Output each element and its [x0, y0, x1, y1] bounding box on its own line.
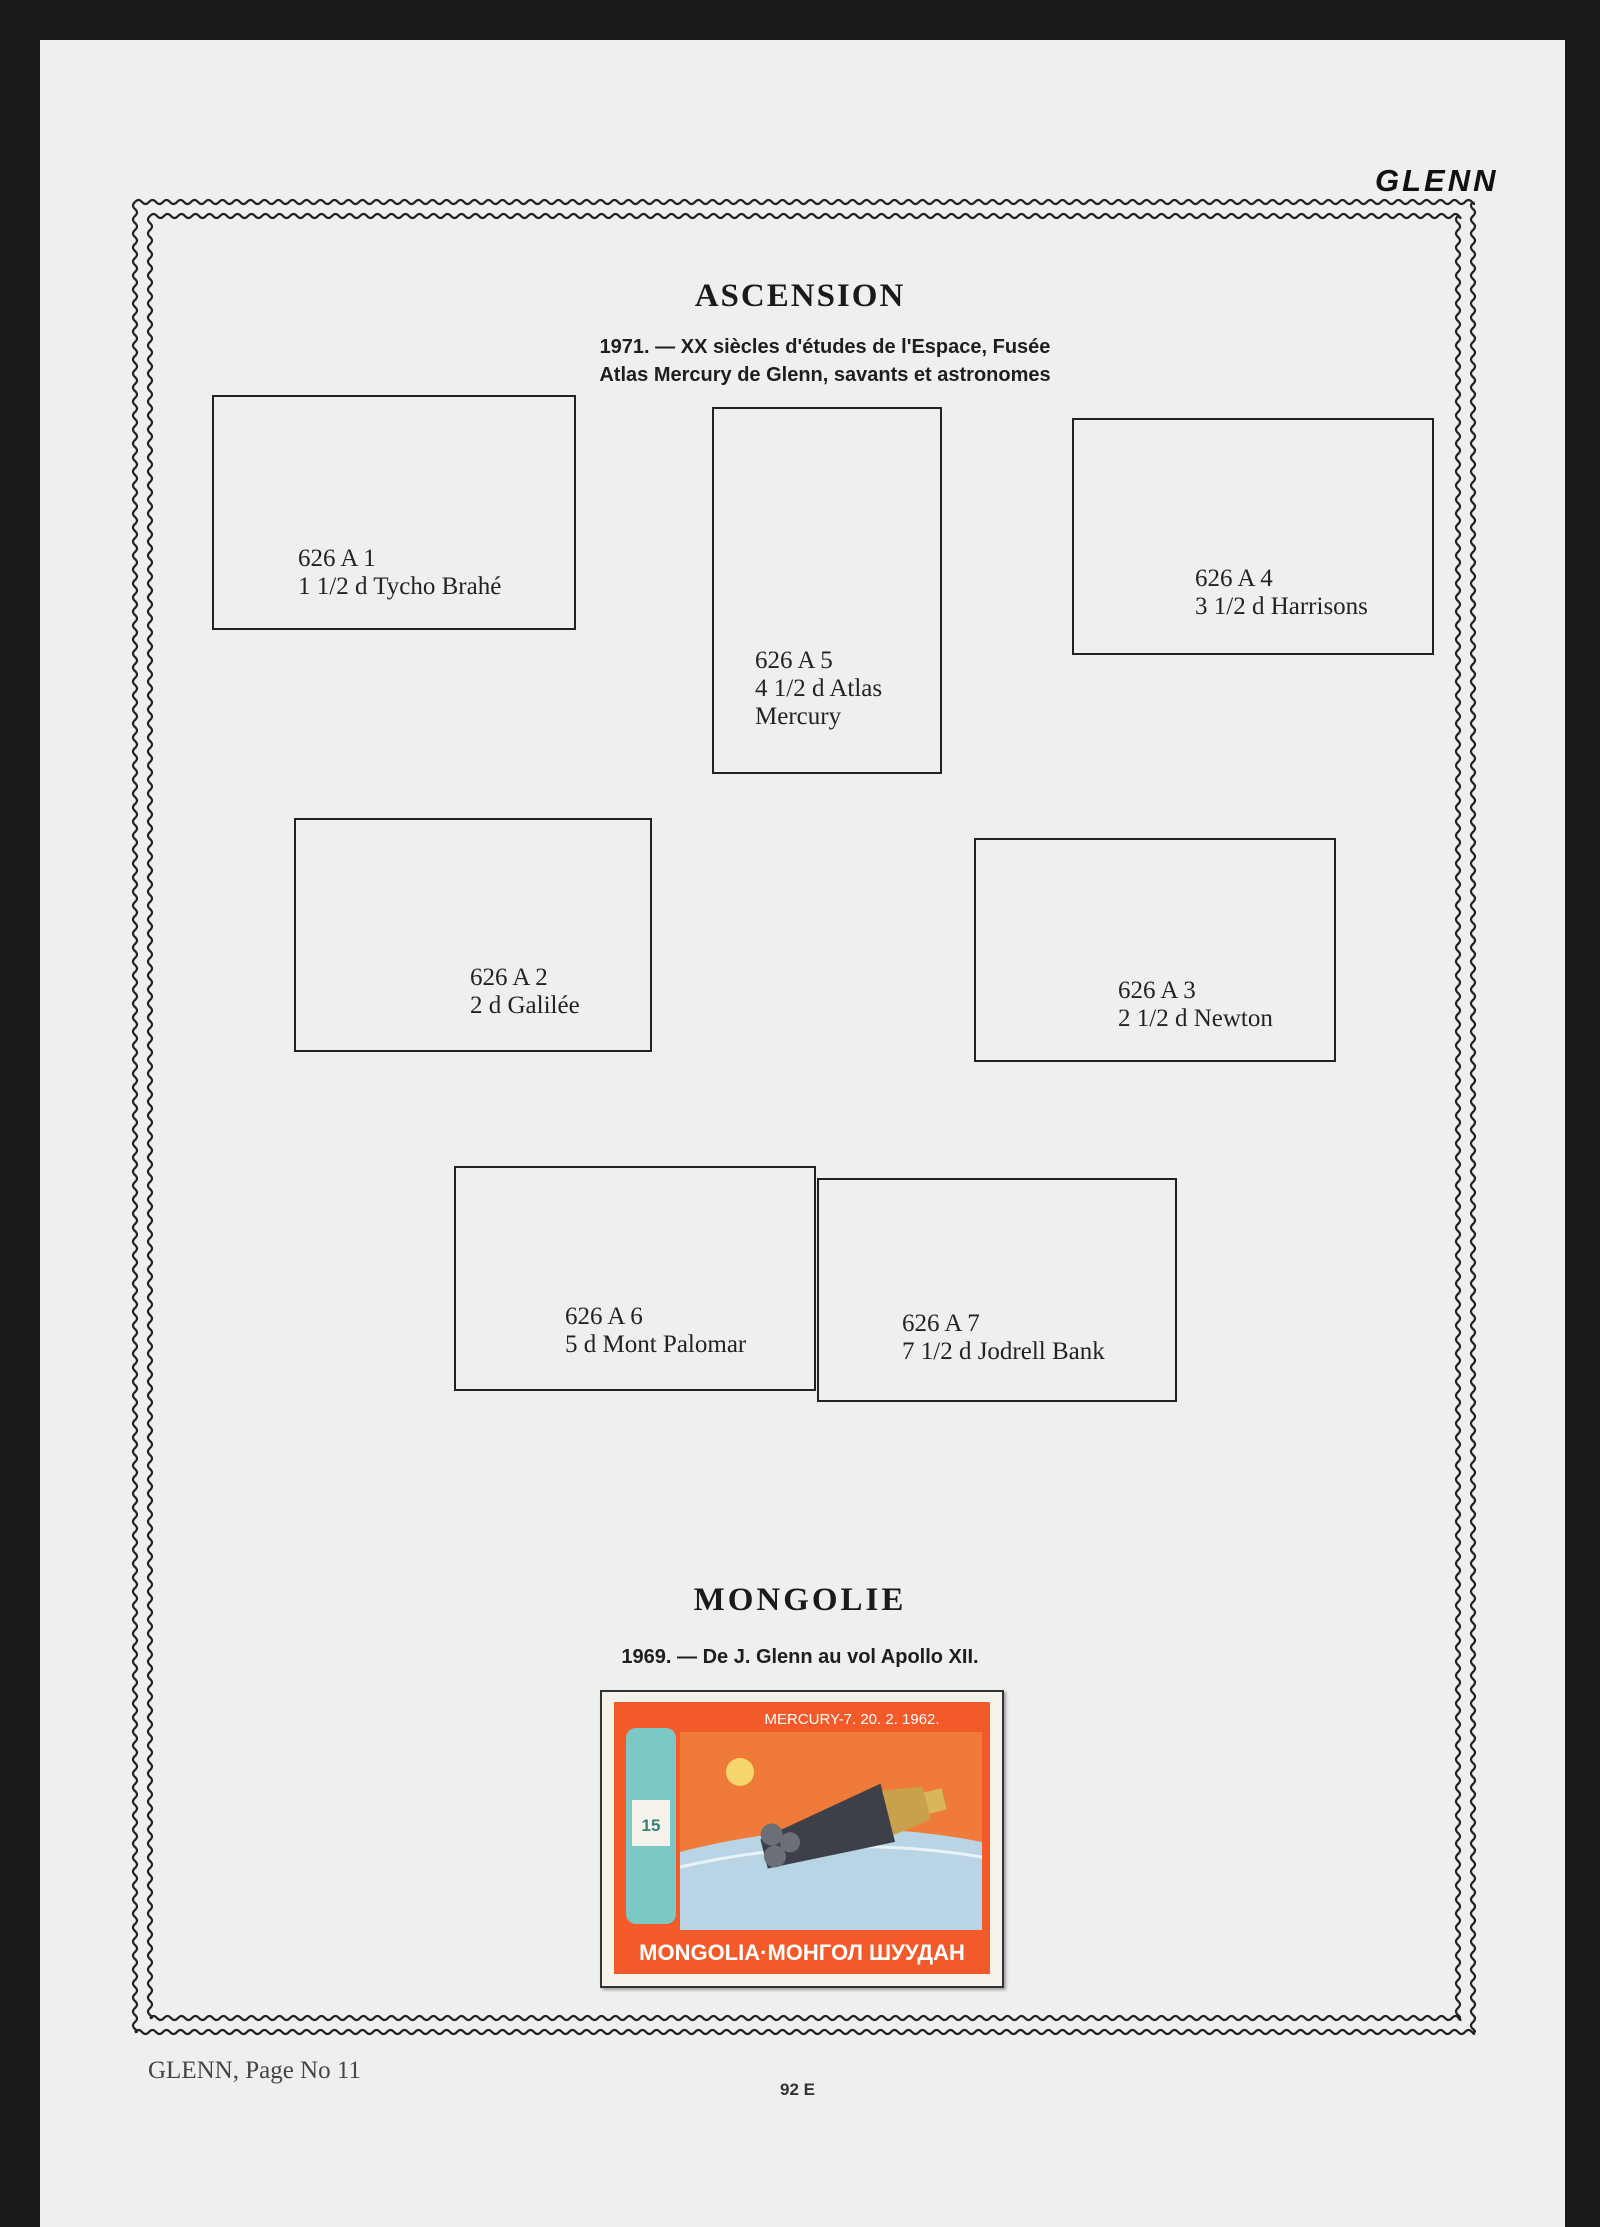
- stamp-slot-626a7[interactable]: [817, 1178, 1177, 1402]
- wavy-border-line: [135, 200, 1474, 204]
- wavy-border-line: [150, 214, 1461, 218]
- issue-line-1: 1971. — XX siècles d'études de l'Espace, Fusée: [599, 336, 1051, 358]
- slot-desc: 2 d Galilée: [470, 992, 580, 1019]
- slot-desc-2: Mercury: [755, 703, 842, 730]
- wavy-border-line: [133, 202, 137, 2032]
- slot-desc: 2 1/2 d Newton: [1118, 1005, 1273, 1032]
- wavy-border-line: [1456, 216, 1460, 2018]
- slot-code: 626 A 5: [755, 647, 833, 674]
- slot-desc: 1 1/2 d Tycho Brahé: [298, 573, 502, 600]
- slot-desc: 7 1/2 d Jodrell Bank: [902, 1338, 1105, 1365]
- slot-code: 626 A 1: [298, 545, 376, 572]
- wavy-border-line: [135, 2030, 1474, 2034]
- slot-label-626a7: [902, 1310, 1105, 1366]
- slot-label-626a1: [298, 545, 501, 601]
- slot-label-626a3: [1118, 977, 1273, 1033]
- wavy-border-line: [1471, 202, 1475, 2032]
- slot-code: 626 A 7: [902, 1310, 980, 1337]
- section-title-ascension: ASCENSION: [694, 278, 906, 314]
- issue-line-2: Atlas Mercury de Glenn, savants et astronomes: [599, 364, 1051, 386]
- stamp-top-text: MERCURY-7. 20. 2. 1962.: [764, 1711, 940, 1728]
- stamp-bottom-text: MONGOLIA·МОНГОЛ ШУУДАН: [639, 1940, 965, 1965]
- stamp-value: 15: [641, 1816, 661, 1835]
- slot-code: 626 A 6: [565, 1303, 643, 1330]
- wavy-border-line: [150, 2016, 1461, 2020]
- slot-code: 626 A 2: [470, 964, 548, 991]
- slot-label-626a6: [565, 1303, 746, 1359]
- slot-label-626a2: [470, 964, 580, 1020]
- footer-page-code: 92 E: [780, 2080, 815, 2099]
- issue-description-ascension: [540, 333, 1110, 389]
- stamp-mongolia-mercury[interactable]: [600, 1690, 1004, 1988]
- section-title-mongolie: MONGOLIE: [693, 1582, 907, 1618]
- slot-code: 626 A 3: [1118, 977, 1196, 1004]
- slot-code: 626 A 4: [1195, 565, 1273, 592]
- slot-desc: 5 d Mont Palomar: [565, 1331, 747, 1358]
- header-glenn: GLENN: [1375, 163, 1499, 198]
- slot-label-626a5: [755, 647, 882, 731]
- stamp-artwork: [602, 1692, 1002, 1986]
- wavy-border-line: [148, 216, 152, 2018]
- slot-desc: 4 1/2 d Atlas: [755, 675, 883, 702]
- slot-desc: 3 1/2 d Harrisons: [1195, 593, 1368, 620]
- slot-label-626a4: [1195, 565, 1368, 621]
- footer-page-label: GLENN, Page No 11: [148, 2057, 361, 2084]
- sun-icon: [726, 1758, 754, 1786]
- issue-description-mongolie: 1969. — De J. Glenn au vol Apollo XII.: [621, 1646, 979, 1668]
